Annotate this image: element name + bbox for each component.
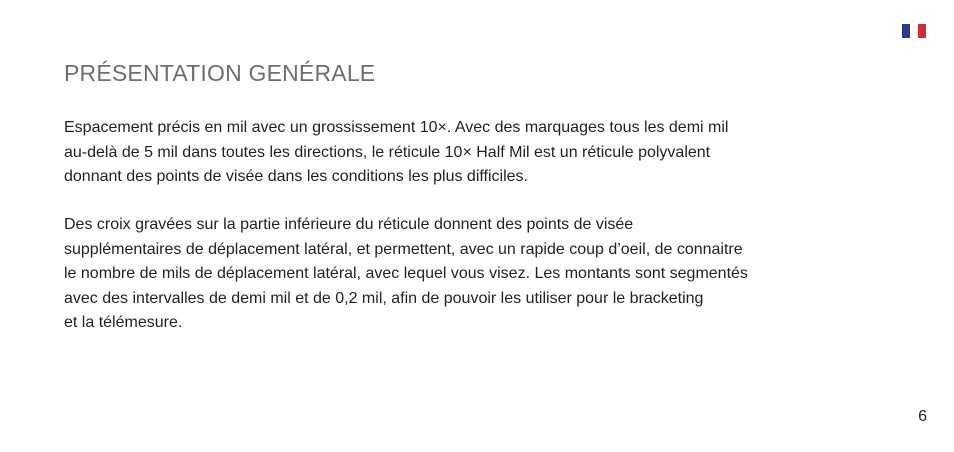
paragraph-line: le nombre de mils de déplacement latéral, avec lequel vous visez. Les montants sont segmentés [64,265,748,282]
page-title: PRÉSENTATION GENÉRALE [64,60,376,86]
paragraph-line: Espacement précis en mil avec un grossissement 10×. Avec des marquages tous les demi mil [64,119,729,136]
flag-stripe-white [910,24,918,38]
paragraph-overview [64,116,728,190]
flag-stripe-blue [902,24,910,38]
french-flag-icon [902,24,926,38]
paragraph-line: supplémentaires de déplacement latéral, et permettent, avec un rapide coup d’oeil, de connaitre [64,240,743,258]
paragraph-details [64,213,748,336]
paragraph-line: avec des intervalles de demi mil et de 0,2 mil, afin de pouvoir les utiliser pour le bracketing [64,289,704,307]
page-number: 6 [918,408,927,425]
paragraph-line: donnant des points de visée dans les conditions les plus difficiles. [64,168,528,185]
paragraph-line: Des croix gravées sur la partie inférieure du réticule donnent des points de visée [64,216,634,233]
flag-stripe-red [918,24,926,38]
paragraph-line: et la télémesure. [64,314,183,331]
paragraph-line: au-delà de 5 mil dans toutes les directions, le réticule 10× Half Mil est un réticule polyvalent [64,143,711,161]
